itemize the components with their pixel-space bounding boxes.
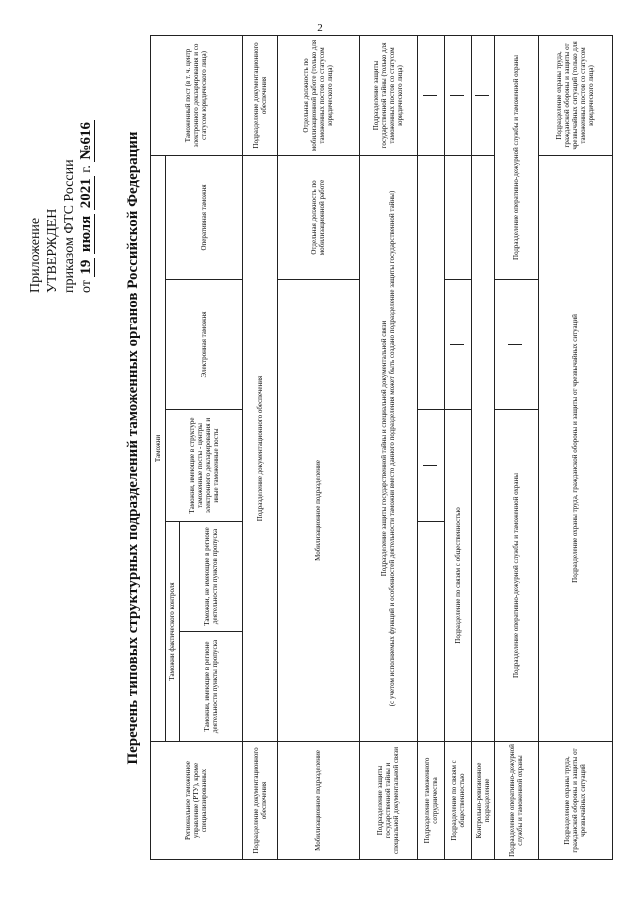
header-rtu: Региональное таможенное управление (РТУ), кроме специализированных <box>151 742 243 860</box>
stamp-prefix: от <box>79 280 94 293</box>
rotated-page-content <box>27 28 617 868</box>
cell-r8-rtu: Подразделение охраны труда, гражданской обороны и защиты от чрезвычайных ситуаций <box>538 742 612 860</box>
header-electronic-customs: Электронная таможня <box>165 280 242 410</box>
cell-r1-post: Подразделение документационного обеспечения <box>242 35 277 155</box>
cell-r2-span: Мобилизационное подразделение <box>278 280 359 742</box>
cell-r1-span: Подразделение документационного обеспечения <box>242 155 277 741</box>
cell-r5-rtu: Подразделение по связям с общественностью <box>445 742 472 860</box>
row-labor-protection <box>538 35 612 859</box>
cell-r2-post: Отдельная должность по мобилизационной работе (только для таможенных постов со статусом юридического лица) <box>278 35 359 155</box>
stamp-approved: УТВЕРЖДЕН <box>45 208 60 293</box>
cell-r3-rtu: Подразделение защиты государственной тайны и специальной документальной связи <box>359 742 417 860</box>
row-customs-cooperation <box>417 35 444 859</box>
header-fact-control: Таможни фактического контроля <box>165 522 180 742</box>
header-row-2 <box>165 35 180 859</box>
cell-r6-rtu: Контрольно-ревизионное подразделение <box>472 742 495 860</box>
cell-r2-operative: Отдельная должность по мобилизационной работе <box>278 155 359 279</box>
header-customs-post: Таможенный пост (в т. ч. центр электронного декларирования и со статусом юридического лица) <box>151 35 243 155</box>
cell-r3-post: Подразделение защиты государственной тайны (только для таможенных постов со статусом юридического лица) <box>359 35 417 155</box>
header-without-checkpoints: Таможни, не имеющие в регионе деятельности пунктов пропуска <box>180 522 243 632</box>
cell-r6-dash-post <box>472 35 495 155</box>
approval-stamp <box>27 33 95 293</box>
dash-mark <box>508 344 522 345</box>
cell-r4-dash-c <box>417 410 444 522</box>
cell-r8-span: Подразделение охраны труда, гражданской обороны и защиты от чрезвычайных ситуаций <box>538 155 612 741</box>
stamp-order-date <box>78 33 95 293</box>
header-operative-customs: Оперативная таможня <box>165 155 242 279</box>
row-state-secret <box>359 35 417 859</box>
dash-mark <box>450 344 464 345</box>
cell-r5-dash-post <box>445 35 472 155</box>
row-document-support <box>242 35 277 859</box>
cell-r7-operative-post: Подразделение оперативно-дежурной службы и таможенной охраны <box>495 35 539 279</box>
subdivisions-table <box>150 35 613 860</box>
cell-r5-span: Подразделение по связям с общественностью <box>445 410 472 742</box>
cell-r7-span: Подразделение оперативно-дежурной службы и таможенной охраны <box>495 410 539 742</box>
row-audit <box>472 35 495 859</box>
header-with-checkpoints: Таможни, имеющие в регионе деятельности пункты пропуска <box>180 632 243 742</box>
cell-r3-span-note: (с учетом исполняемых функций и особенностей деятельности таможни вместо данного подразделения может быть создано подразделение защиты государственной тайны) <box>388 190 397 707</box>
cell-r5-empty-e <box>445 155 472 279</box>
dash-mark <box>475 95 489 96</box>
cell-r3-span <box>359 155 417 741</box>
cell-r7-dash-d <box>495 280 539 410</box>
header-customs: Таможни <box>151 155 166 741</box>
cell-r6-empty <box>472 155 495 741</box>
row-mobilization <box>278 35 359 859</box>
dash-mark <box>450 95 464 96</box>
document-title: Перечень типовых структурных подразделений таможенных органов Российской Федерации <box>125 131 141 765</box>
dash-mark <box>423 95 437 96</box>
cell-r4-empty-de <box>417 155 444 409</box>
header-customs-with-posts: Таможни, имеющие в структуре таможенные посты - центры электронного декларирования и иные таможенные посты <box>165 410 242 522</box>
stamp-year: 2021 <box>78 178 94 209</box>
cell-r3-span-main: Подразделение защиты государственной тайны и специальной документальной связи <box>380 320 389 577</box>
stamp-suffix: г. <box>79 165 94 173</box>
cell-r2-rtu: Мобилизационное подразделение <box>278 742 359 860</box>
header-row-1 <box>151 35 166 859</box>
cell-r8-post: Подразделение охраны труда, гражданской обороны и защиты от чрезвычайных ситуаций (только для таможенных постов со статусом юридического лица) <box>538 35 612 155</box>
page-number: 2 <box>317 22 323 34</box>
row-duty-service <box>495 35 539 859</box>
cell-r4-dash-post <box>417 35 444 155</box>
row-public-relations <box>445 35 472 859</box>
cell-r7-rtu: Подразделение оперативно-дежурной службы и таможенной охраны <box>495 742 539 860</box>
stamp-appendix: Приложение <box>28 217 43 293</box>
cell-r4-rtu: Подразделение таможенного сотрудничества <box>417 742 444 860</box>
stamp-day: 19 <box>78 259 94 275</box>
cell-r5-dash-d <box>445 280 472 410</box>
stamp-month: июля <box>78 215 94 253</box>
dash-mark <box>423 465 437 466</box>
cell-r4-empty-ab <box>417 522 444 742</box>
stamp-number: №616 <box>78 122 94 160</box>
stamp-order-authority: приказом ФТС России <box>62 159 77 293</box>
cell-r1-rtu: Подразделение документационного обеспечения <box>242 742 277 860</box>
